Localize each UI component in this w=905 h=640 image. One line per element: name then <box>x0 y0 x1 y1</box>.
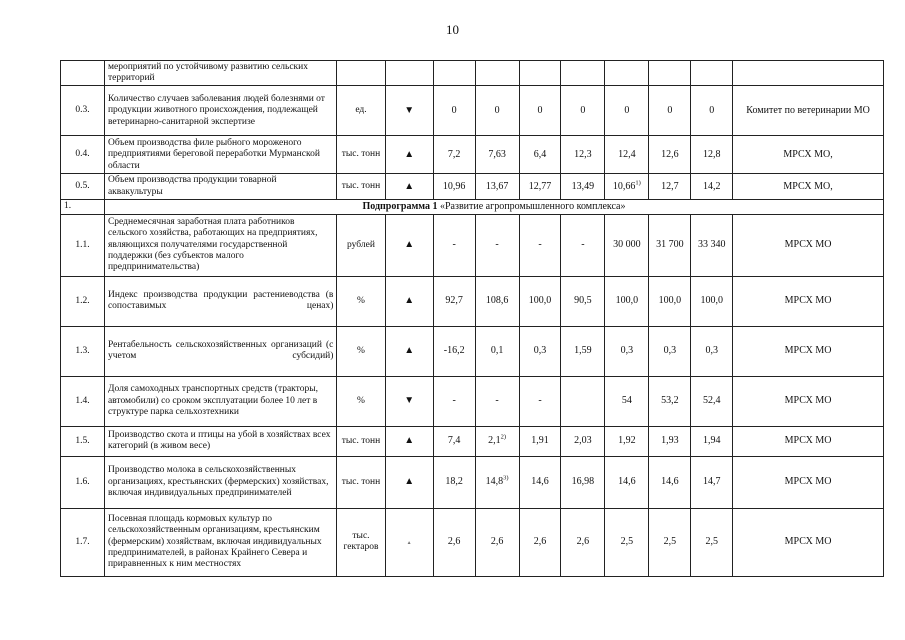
value-cell: 2,6 <box>433 508 475 576</box>
unit-cell: тыс. гектаров <box>337 508 385 576</box>
value-cell: 33 340 <box>691 214 733 276</box>
value-cell: 1,94 <box>691 426 733 456</box>
table-row <box>61 456 884 508</box>
value-cell: 6,4 <box>519 136 561 174</box>
trend-cell <box>385 456 433 508</box>
indicator-name: Посевная площадь кормовых культур по сельскохозяйственным организациям, крестьянским (фермерским) хозяйствам, включая индивидуальных предпринимателей, в районах Крайнего Севера и приравненных к ним местностях <box>104 508 336 576</box>
value-cell: 14,6 <box>649 456 691 508</box>
trend-cell <box>385 326 433 376</box>
value-cell: 52,4 <box>691 376 733 426</box>
responsible-cell: Комитет по ветеринарии МО <box>733 86 884 136</box>
unit-cell: ед. <box>337 86 385 136</box>
table-row <box>61 174 884 199</box>
value-cell: 2,03 <box>561 426 605 456</box>
value-cell: 0,3 <box>691 326 733 376</box>
indicators-table <box>60 60 884 577</box>
value-cell: 2,6 <box>561 508 605 576</box>
arrow-up-icon: ▲ <box>404 239 415 250</box>
responsible-cell: МРСХ МО, <box>733 136 884 174</box>
footnote-mark: 3) <box>503 474 509 482</box>
trend-cell <box>385 426 433 456</box>
value-cell <box>433 61 475 86</box>
responsible-cell: МРСХ МО <box>733 276 884 326</box>
unit-cell: рублей <box>337 214 385 276</box>
value-cell: 10,66$^{1)}$ <box>605 174 649 199</box>
table-row <box>61 136 884 174</box>
indicator-name: Производство молока в сельскохозяйственных организациях, крестьянских (фермерских) хозяйствах, включая индивидуальных предпринимателей <box>104 456 336 508</box>
indicator-name: Объем производства филе рыбного мороженого предприятиями береговой переработки Мурманской области <box>104 136 336 174</box>
responsible-cell: МРСХ МО <box>733 326 884 376</box>
responsible-cell: МРСХ МО, <box>733 174 884 199</box>
subprogram-name: «Развитие агропромышленного комплекса» <box>437 200 626 212</box>
page-number: 10 <box>446 22 459 37</box>
unit-cell <box>337 61 385 86</box>
responsible-cell: МРСХ МО <box>733 456 884 508</box>
value-cell: -16,2 <box>433 326 475 376</box>
trend-cell <box>385 508 433 576</box>
responsible-cell: МРСХ МО <box>733 214 884 276</box>
subprogram-heading <box>104 199 883 214</box>
arrow-up-icon: ▲ <box>404 148 415 160</box>
unit-cell: тыс. тонн <box>337 456 385 508</box>
unit-cell: тыс. тонн <box>337 136 385 174</box>
value-cell: 2,5 <box>649 508 691 576</box>
value-cell: 30 000 <box>605 214 649 276</box>
indicator-name: Производство скота и птицы на убой в хозяйствах всех категорий (в живом весе) <box>104 426 336 456</box>
row-number: 1.5. <box>61 426 105 456</box>
unit-cell: % <box>337 376 385 426</box>
unit-cell: тыс. тонн <box>337 174 385 199</box>
value-cell: 0 <box>649 86 691 136</box>
value-cell <box>691 61 733 86</box>
value-cell: 12,3 <box>561 136 605 174</box>
responsible-cell: МРСХ МО <box>733 376 884 426</box>
value-cell: 0 <box>605 86 649 136</box>
row-number: 1.2. <box>61 276 105 326</box>
value-cell: 100,0 <box>691 276 733 326</box>
indicator-name: Объем производства продукции товарной аквакультуры <box>104 174 336 199</box>
footnote-mark: 2) <box>500 433 507 441</box>
value-cell: 1,59 <box>561 326 605 376</box>
indicator-name: Рентабельность сельскохозяйственных организаций (с учетом субсидий) <box>104 326 336 376</box>
value-cell: - <box>475 214 519 276</box>
indicator-name: Индекс производства продукции растениеводства (в сопоставимых ценах) <box>104 276 336 326</box>
subprogram-title: Подпрограмма 1 <box>362 200 438 212</box>
row-number <box>61 61 105 86</box>
value-cell: 14,6 <box>519 456 561 508</box>
value-cell: 0 <box>519 86 561 136</box>
indicator-name: Среднемесячная заработная плата работников сельского хозяйства, работающих на предприятиях, являющихся получателями государственной поддержки (без субъектов малого предпринимательства) <box>104 214 336 276</box>
value-cell: 1,93 <box>649 426 691 456</box>
arrow-up-icon: ▲ <box>404 180 415 192</box>
row-number: 0.4. <box>61 136 105 174</box>
value-cell: 14,7 <box>691 456 733 508</box>
arrow-down-icon: ▼ <box>404 395 415 406</box>
row-number: 1.1. <box>61 214 105 276</box>
arrow-up-icon: ▲ <box>404 476 415 487</box>
row-number: 0.5. <box>61 174 105 199</box>
value-cell: 13,49 <box>561 174 605 199</box>
value-cell: 12,7 <box>649 174 691 199</box>
value-cell: 14,2 <box>691 174 733 199</box>
value-cell: 0 <box>561 86 605 136</box>
value-cell: 54 <box>605 376 649 426</box>
row-number: 1.3. <box>61 326 105 376</box>
value-cell: 0 <box>691 86 733 136</box>
value-cell: 12,8 <box>691 136 733 174</box>
value-cell <box>475 61 519 86</box>
arrow-up-icon: ▲ <box>404 435 415 446</box>
value-cell: 108,6 <box>475 276 519 326</box>
trend-cell <box>385 86 433 136</box>
value-cell: 2,5 <box>691 508 733 576</box>
trend-cell <box>385 61 433 86</box>
value-cell: 2,6 <box>519 508 561 576</box>
trend-cell <box>385 136 433 174</box>
value-cell <box>605 61 649 86</box>
value-cell: - <box>519 376 561 426</box>
row-number: 0.3. <box>61 86 105 136</box>
value-cell: 2,6 <box>475 508 519 576</box>
value-cell <box>649 61 691 86</box>
table-row <box>61 276 884 326</box>
value-cell: 18,2 <box>433 456 475 508</box>
value-cell: 0,3 <box>649 326 691 376</box>
value-cell: 2,5 <box>605 508 649 576</box>
value-cell: 16,98 <box>561 456 605 508</box>
trend-cell <box>385 276 433 326</box>
value-cell: 13,67 <box>475 174 519 199</box>
value-cell: 92,7 <box>433 276 475 326</box>
unit-cell: % <box>337 276 385 326</box>
table-row <box>61 214 884 276</box>
value-cell: 90,5 <box>561 276 605 326</box>
arrow-up-icon: ▲ <box>406 540 412 546</box>
row-number: 1.6. <box>61 456 105 508</box>
value-cell: 0,3 <box>605 326 649 376</box>
value-cell: 1,91 <box>519 426 561 456</box>
arrow-up-icon: ▲ <box>404 295 415 306</box>
indicator-name: Доля самоходных транспортных средств (тракторы, автомобили) со сроком эксплуатации более 10 лет в структуре парка сельхозтехники <box>104 376 336 426</box>
value-cell: 0,3 <box>519 326 561 376</box>
value-cell: - <box>475 376 519 426</box>
trend-cell <box>385 376 433 426</box>
table-row <box>61 86 884 136</box>
value-cell: 12,6 <box>649 136 691 174</box>
value-cell: 0 <box>475 86 519 136</box>
value-cell: - <box>433 214 475 276</box>
responsible-cell: МРСХ МО <box>733 508 884 576</box>
value-cell <box>561 61 605 86</box>
value-cell: 12,4 <box>605 136 649 174</box>
trend-cell <box>385 214 433 276</box>
row-number: 1. <box>61 199 105 214</box>
unit-cell: тыс. тонн <box>337 426 385 456</box>
table-row <box>61 508 884 576</box>
value-cell: 1,92 <box>605 426 649 456</box>
table-row <box>61 426 884 456</box>
value-cell: 53,2 <box>649 376 691 426</box>
value-cell: 0,1 <box>475 326 519 376</box>
arrow-down-icon: ▼ <box>404 104 415 116</box>
table-row <box>61 376 884 426</box>
responsible-cell: МРСХ МО <box>733 426 884 456</box>
value-cell: 10,96 <box>433 174 475 199</box>
footnote-mark: 1) <box>635 179 641 187</box>
value-cell: - <box>519 214 561 276</box>
trend-cell <box>385 174 433 199</box>
value-cell: 12,77 <box>519 174 561 199</box>
value-cell: 100,0 <box>605 276 649 326</box>
value-cell <box>519 61 561 86</box>
value-cell: - <box>561 214 605 276</box>
value-cell: 0 <box>433 86 475 136</box>
value-cell: 2,1$^{2)}$ <box>475 426 519 456</box>
value-cell: 100,0 <box>519 276 561 326</box>
responsible-cell <box>733 61 884 86</box>
row-number: 1.4. <box>61 376 105 426</box>
value-cell: 100,0 <box>649 276 691 326</box>
table-row <box>61 199 884 214</box>
value-cell: 7,4 <box>433 426 475 456</box>
row-number: 1.7. <box>61 508 105 576</box>
value-cell: 7,2 <box>433 136 475 174</box>
indicator-name: Количество случаев заболевания людей болезнями от продукции животного происхождения, подлежащей ветеринарно-санитарной экспертизе <box>104 86 336 136</box>
value-cell: - <box>433 376 475 426</box>
value-cell: 14,8$^{3)}$ <box>475 456 519 508</box>
value-cell: 31 700 <box>649 214 691 276</box>
value-cell <box>561 376 605 426</box>
unit-cell: % <box>337 326 385 376</box>
table-row <box>61 326 884 376</box>
arrow-up-icon: ▲ <box>404 345 415 356</box>
value-cell: 14,6 <box>605 456 649 508</box>
table-row <box>61 61 884 86</box>
indicator-name: мероприятий по устойчивому развитию сельских территорий <box>104 61 336 86</box>
value-cell: 7,63 <box>475 136 519 174</box>
